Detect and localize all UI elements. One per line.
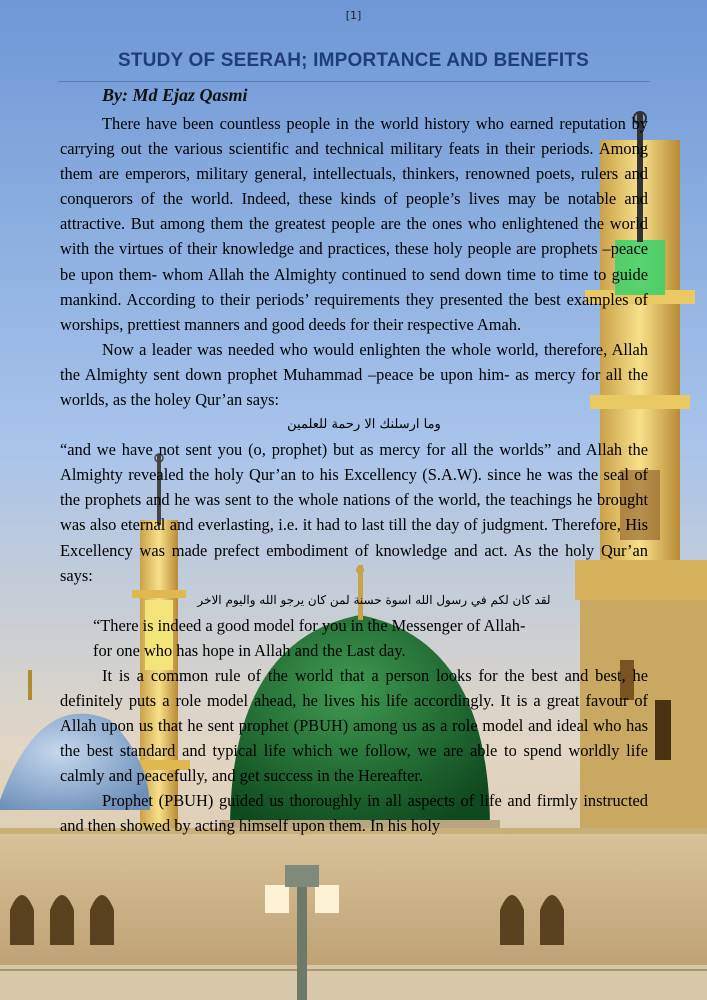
paragraph-3: “and we have not sent you (o, prophet) but as mercy for all the worlds” and Allah the Almighty revealed the holy Qur’an to his Excellency (S.A.W). since he was the seal of the prophets and he was sent to the whole nations of the world, the teachings he brought was also eternal and everlasting, i.e. it had to last till the day of judgment. Therefore, His Excellency was made prefect embodiment of knowledge and act. As the holy Qur’an says:: [60, 440, 648, 585]
arabic-verse-1: وما ارسلنك الا رحمة للعلمين: [287, 417, 441, 433]
page-title: STUDY OF SEERAH; IMPORTANCE AND BENEFITS: [117, 50, 590, 71]
paragraph-4: It is a common rule of the world that a person looks for the best and best, he definitely puts a role model ahead, he lives his life accordingly. It is a great favour of Allah upon us that he sent prophet (PBUH) among us as a role model and ideal who has the best standard and typical life which we follow, we are able to spend worldly life calmly and peacefully, and get success in the Hereafter.: [60, 665, 648, 786]
article-body: [60, 111, 648, 839]
page-number: [1]: [345, 9, 362, 22]
paragraph-1: There have been countless people in the world history who earned reputation by carrying out the various scientific and technical military feats in their periods. Among them are emperors, military general, intellectuals, thinkers, renowned poets, rulers and conquerors of the world. Indeed, these kinds of people’s lives may be notable and attractive. But among them the greatest people are the ones who enlightened the world with the virtues of their knowledge and practices, these holy people are prophets –peace be upon them- whom Allah the Almighty continued to send down time to time to guide mankind. According to their periods’ requirements they presented the best examples of worships, prettiest manners and good deeds for their respective Amah.: [60, 114, 648, 334]
quote-line-1: “There is indeed a good model for you in the Messenger of Allah-: [93, 615, 526, 635]
quote-line-2: for one who has hope in Allah and the Last day.: [93, 640, 406, 660]
author-byline: By: Md Ejaz Qasmi: [102, 85, 248, 105]
arabic-verse-2: لقد كان لكم في رسول الله اسوة حسنة لمن كان يرجو الله واليوم الاخر: [197, 592, 551, 607]
paragraph-2: Now a leader was needed who would enlighten the whole world, therefore, Allah the Almighty sent down prophet Muhammad –peace be upon him- as mercy for all the worlds, as the holey Qur’an says:: [60, 339, 648, 410]
title-underline: [58, 81, 650, 82]
paragraph-5: Prophet (PBUH) guided us thoroughly in all aspects of life and firmly instructed and then showed by acting himself upon them. In his holy: [60, 791, 648, 836]
